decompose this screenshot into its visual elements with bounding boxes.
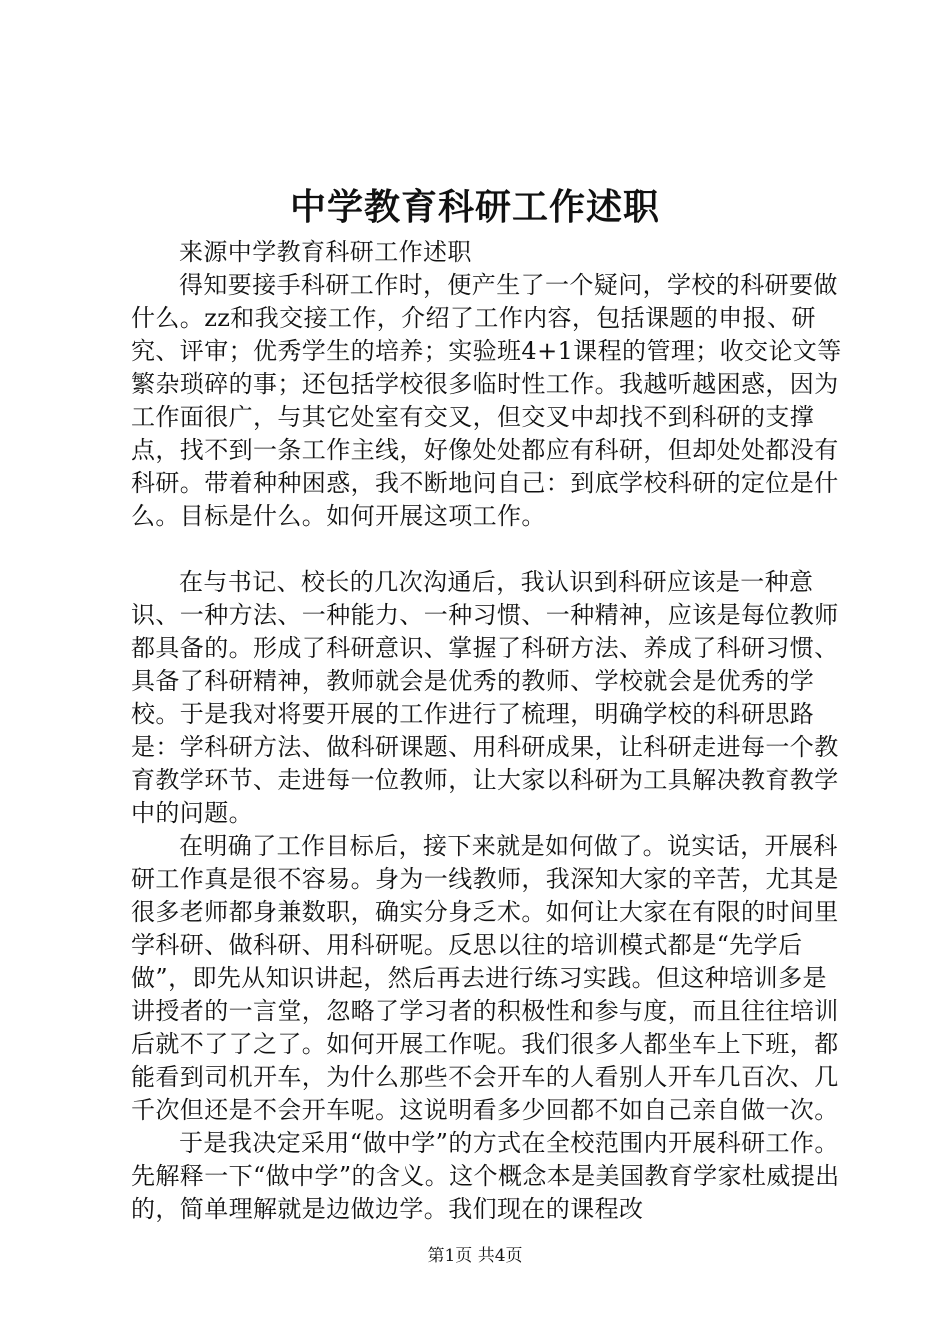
paragraph-2: 在与书记、校长的几次沟通后，我认识到科研应该是一种意识、一种方法、一种能力、一种习惯、一种精神，应该是每位教师都具备的。形成了科研意识、掌握了科研方法、养成了科研习惯、具备了科研精神，教师就会是优秀的教师、学校就会是优秀的学校。于是我对将要开展的工作进行了梳理，明确学校的科研思路是：学科研方法、做科研课题、用科研成果，让科研走进每一个教育教学环节、走进每一位教师，让大家以科研为工具解决教育教学中的问题。 bbox=[131, 568, 839, 827]
document-title: 中学教育科研工作述职 bbox=[289, 186, 660, 228]
paragraph-1: 得知要接手科研工作时，便产生了一个疑问，学校的科研要做什么。zz和我交接工作，介绍了工作内容，包括课题的申报、研究、评审；优秀学生的培养；实验班4+1课程的管理；收交论文等繁杂琐碎的事；还包括学校很多临时性工作。我越听越困惑，因为工作面很广，与其它处室有交叉，但交叉中却找不到科研的支撑点，找不到一条工作主线，好像处处都应有科研，但却处处都没有科研。带着种种困惑，我不断地问自己：到底学校科研的定位是什么。目标是什么。如何开展这项工作。 bbox=[131, 271, 842, 530]
source-line: 来源中学教育科研工作述职 bbox=[179, 238, 472, 266]
paragraph-4: 于是我决定采用“做中学”的方式在全校范围内开展科研工作。先解释一下“做中学”的含义。这个概念本是美国教育学家杜威提出的，简单理解就是边做边学。我们现在的课程改 bbox=[131, 1129, 840, 1223]
document-body bbox=[131, 236, 851, 1226]
paragraph-gap bbox=[131, 533, 851, 566]
page-footer: 第1页 共4页 bbox=[427, 1246, 523, 1266]
paragraph-3: 在明确了工作目标后，接下来就是如何做了。说实话，开展科研工作真是很不容易。身为一线教师，我深知大家的辛苦，尤其是很多老师都身兼数职，确实分身乏术。如何让大家在有限的时间里学科研、做科研、用科研呢。反思以往的培训模式都是“先学后做”，即先从知识讲起，然后再去进行练习实践。但这种培训多是讲授者的一言堂，忽略了学习者的积极性和参与度，而且往往培训后就不了了之了。如何开展工作呢。我们很多人都坐车上下班，都能看到司机开车，为什么那些不会开车的人看别人开车几百次、几千次但还是不会开车呢。这说明看多少回都不如自己亲自做一次。 bbox=[131, 832, 839, 1124]
